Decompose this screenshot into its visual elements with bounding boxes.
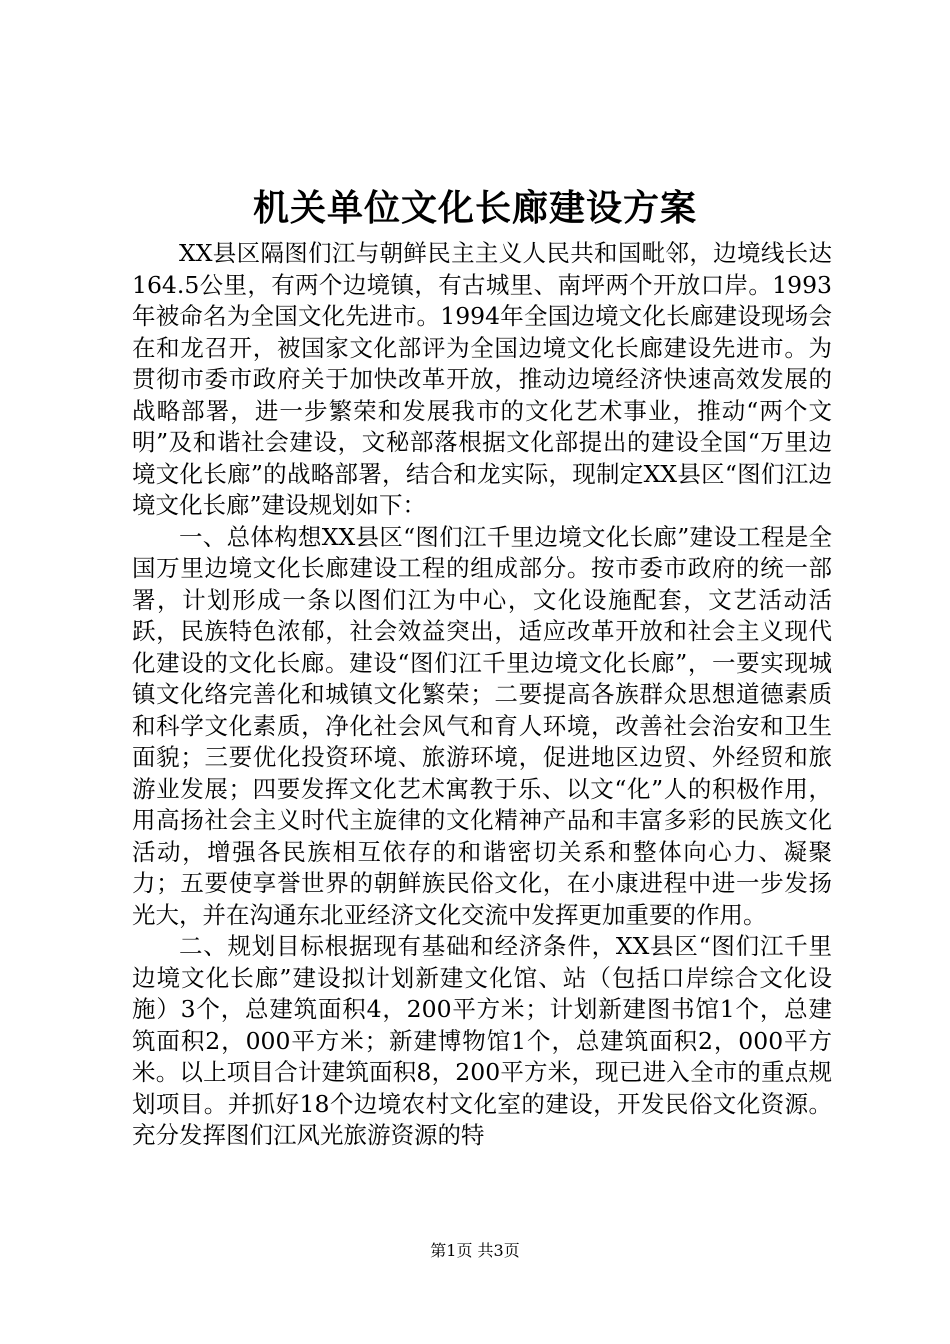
page-number-footer: 第1页 共3页 (430, 1241, 520, 1260)
paragraph-overall-concept: 一、总体构想XX县区“图们江千里边境文化长廊”建设工程是全国万里边境文化长廊建设工程的组成部分。按市委市政府的统一部署，计划形成一条以图们江为中心，文化设施配套，文艺活动活跃，民族特色浓郁，社会效益突出，适应改革开放和社会主义现代化建设的文化长廊。建设“图们江千里边境文化长廊”，一要实现城镇文化络完善化和城镇文化繁荣；二要提高各族群众思想道德素质和科学文化素质，净化社会风气和育人环境，改善社会治安和卫生面貌；三要优化投资环境、旅游环境，促进地区边贸、外经贸和旅游业发展；四要发挥文化艺术寓教于乐、以文“化”人的积极作用，用高扬社会主义时代主旋律的文化精神产品和丰富多彩的民族文化活动，增强各民族相互依存的和谐密切关系和整体向心力、凝聚力；五要使享誉世界的朝鲜族民俗文化，在小康进程中进一步发扬光大，并在沟通东北亚经济文化交流中发挥更加重要的作用。 (132, 522, 832, 929)
paragraph-intro: XX县区隔图们江与朝鲜民主主义人民共和国毗邻，边境线长达164.5公里，有两个边境镇，有古城里、南坪两个开放口岸。1993年被命名为全国文化先进市。1994年全国边境文化长廊建设现场会在和龙召开，被国家文化部评为全国边境文化长廊建设先进市。为贯彻市委市政府关于加快改革开放，推动边境经济快速高效发展的战略部署，进一步繁荣和发展我市的文化艺术事业，推动“两个文明”及和谐社会建设，文秘部落根据文化部提出的建设全国“万里边境文化长廊”的战略部署，结合和龙实际，现制定XX县区“图们江边境文化长廊”建设规划如下： (132, 239, 832, 519)
document-body (132, 238, 832, 1152)
paragraph-planning-goals: 二、规划目标根据现有基础和经济条件，XX县区“图们江千里边境文化长廊”建设拟计划新建文化馆、站（包括口岸综合文化设施）3个，总建筑面积4，200平方米；计划新建图书馆1个，总建筑面积2，000平方米；新建博物馆1个，总建筑面积2，000平方米。以上项目合计建筑面积8，200平方米，现已进入全市的重点规划项目。并抓好18个边境农村文化室的建设，开发民俗文化资源。充分发挥图们江风光旅游资源的特 (132, 932, 832, 1149)
document-title: 机关单位文化长廊建设方案 (252, 187, 697, 229)
